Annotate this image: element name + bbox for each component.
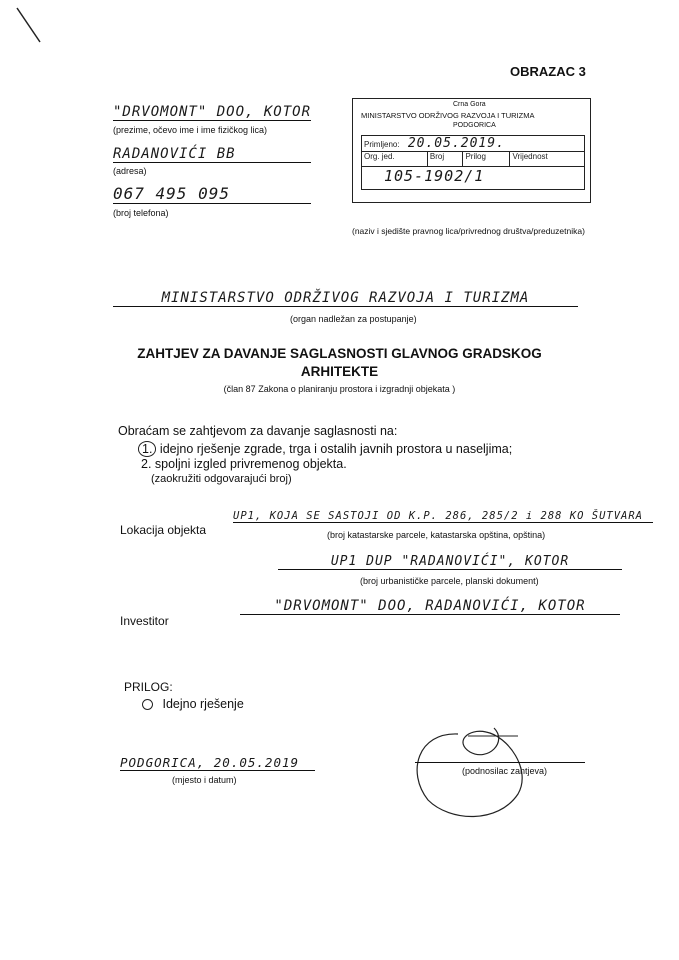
attachment-label: PRILOG: xyxy=(124,680,173,694)
stamp-header-line2: PODGORICA xyxy=(453,122,496,129)
stamp-header-line1: MINISTARSTVO ODRŽIVOG RAZVOJA I TURIZMA xyxy=(361,111,535,120)
title-line1: ZAHTJEV ZA DAVANJE SAGLASNOSTI GLAVNOG GRADSKOG xyxy=(137,346,542,361)
form-number: OBRAZAC 3 xyxy=(510,64,586,79)
title-line2: ARHITEKTE xyxy=(300,364,379,379)
location-urban-label: (broj urbanističke parcele, planski dokument) xyxy=(360,576,539,586)
authority-label: (organ nadležan za postupanje) xyxy=(290,314,417,324)
stamp-number-value: 105-1902/1 xyxy=(384,167,485,185)
location-label: Lokacija objekta xyxy=(120,523,207,537)
applicant-address-label: (adresa) xyxy=(113,166,147,176)
location-urban-value: UP1 DUP "RADANOVIĆI", KOTOR xyxy=(278,554,622,570)
attachment-bullet-icon xyxy=(142,699,153,710)
stamp-col-num: Broj xyxy=(427,152,463,167)
investor-value: "DRVOMONT" DOO, RADANOVIĆI, KOTOR xyxy=(240,598,620,615)
request-note: (zaokružiti odgovarajući broj) xyxy=(151,473,292,485)
applicant-phone-value: 067 495 095 xyxy=(113,184,311,204)
corner-mark xyxy=(14,6,44,46)
request-option-1-text: idejno rješenje zgrade, trga i ostalih javnih prostora u naseljima; xyxy=(159,442,513,456)
request-option-2-text: spoljni izgled privremenog objekta. xyxy=(154,457,347,471)
signature-line xyxy=(415,762,585,763)
attachment-item-text: Idejno rješenje xyxy=(162,697,244,711)
stamp-header-top: Crna Gora xyxy=(453,101,486,108)
applicant-name-label: (prezime, očevo ime i ime fizičkog lica) xyxy=(113,125,268,135)
request-intro: Obraćam se zahtjevom za davanje saglasnosti na: xyxy=(118,424,398,438)
investor-label: Investitor xyxy=(120,614,169,628)
place-date-label: (mjesto i datum) xyxy=(172,775,237,785)
signature-icon xyxy=(398,722,538,832)
stamp-col-att: Prilog xyxy=(463,152,510,167)
stamp-caption: (naziv i sjedište pravnog lica/privrednog društva/preduzetnika) xyxy=(352,226,585,236)
signature-label: (podnosilac zahtjeva) xyxy=(462,766,548,776)
location-cadastral-value: UP1, KOJA SE SASTOJI OD K.P. 286, 285/2 i 288 KO ŠUTVARA xyxy=(233,510,653,523)
stamp-col-val: Vrijednost xyxy=(510,152,585,167)
title-subtitle: (član 87 Zakona o planiranju prostora i izgradnji objekata ) xyxy=(223,384,456,394)
place-date-value: PODGORICA, 20.05.2019 xyxy=(120,755,315,771)
request-option-1 xyxy=(138,441,512,457)
registry-stamp xyxy=(352,98,591,203)
authority-value: MINISTARSTVO ODRŽIVOG RAZVOJA I TURIZMA xyxy=(113,290,578,307)
request-option-2 xyxy=(141,457,347,471)
request-option-2-num: 2. xyxy=(141,457,152,471)
request-option-1-num: 1. xyxy=(138,441,156,457)
stamp-col-org: Org. jed. xyxy=(362,152,428,167)
location-cadastral-label: (broj katastarske parcele, katastarska opština, opština) xyxy=(327,530,546,540)
applicant-address-value: RADANOVIĆI BB xyxy=(113,146,311,163)
stamp-table xyxy=(361,135,585,190)
applicant-name-value: "DRVOMONT" DOO, KOTOR xyxy=(113,104,312,120)
stamp-received-date: 20.05.2019. xyxy=(407,136,505,151)
applicant-phone-label: (broj telefona) xyxy=(113,208,169,218)
stamp-received-label: Primljeno: xyxy=(364,140,400,149)
attachment-item xyxy=(142,697,244,711)
